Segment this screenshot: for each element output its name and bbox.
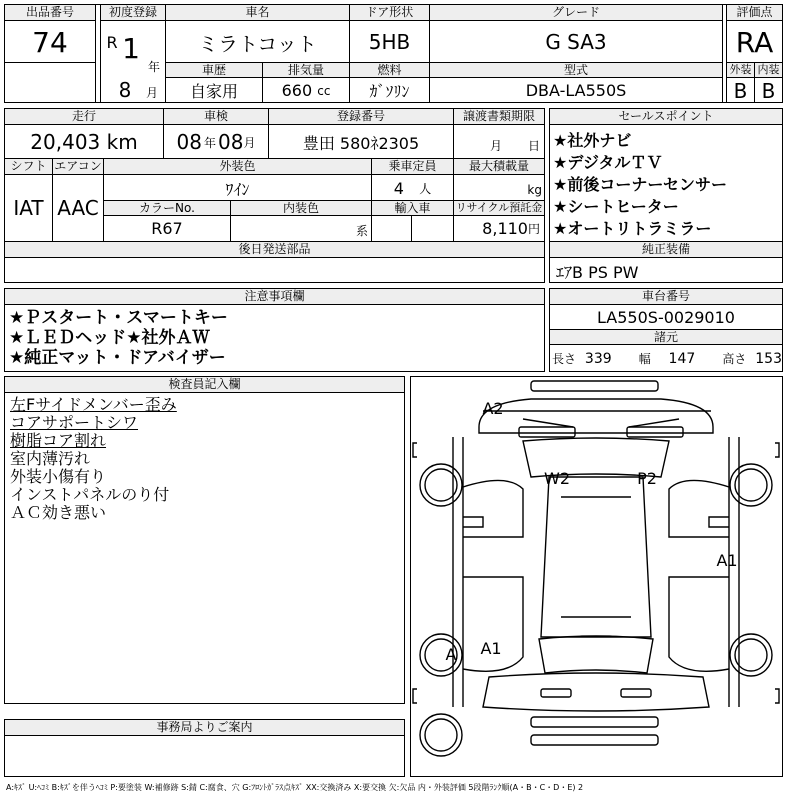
ac: AAC	[57, 196, 99, 220]
mileage-cell	[5, 126, 163, 158]
insp-month: 08	[218, 130, 244, 154]
displacement-cell	[263, 79, 349, 102]
width: 147	[668, 350, 696, 367]
car-name: ミラトコット	[198, 31, 317, 56]
height: 153	[755, 350, 782, 367]
insp-year: 08	[176, 130, 202, 154]
width-label: 幅	[638, 351, 651, 366]
score-label: 評価点	[727, 5, 782, 21]
history-label: 車歴	[166, 63, 262, 78]
mileage: 20,403	[30, 130, 101, 154]
displacement-label: 排気量	[263, 63, 349, 78]
month-unit: 月	[145, 85, 158, 100]
height-label: 高さ	[722, 351, 747, 366]
max-load-label: 最大積載量	[454, 159, 544, 175]
inspector-item: コアサポートシワ	[10, 413, 139, 432]
inspector-item: 樹脂コア割れ	[10, 431, 107, 450]
insp-month-unit: 月	[243, 135, 256, 150]
damage-mark: A2	[482, 398, 504, 418]
transfer-month: 月	[489, 138, 502, 153]
damage-mark: A1	[716, 550, 738, 570]
damage-mark: P2	[637, 468, 657, 488]
insp-year-unit: 年	[203, 135, 216, 150]
yen-unit: 円	[527, 222, 540, 236]
reg-no-label: 登録番号	[269, 109, 453, 125]
score: RA	[735, 25, 774, 59]
km-unit: km	[106, 130, 138, 154]
sales-label: セールスポイント	[550, 109, 782, 125]
inspector-item: ＡＣ効き悪い	[10, 503, 107, 522]
chassis-label: 車台番号	[550, 289, 782, 305]
sales-list	[553, 130, 727, 240]
int-color-unit: 系	[355, 223, 368, 238]
ext-color-label: 外装色	[104, 159, 371, 175]
transfer-day: 日	[527, 138, 540, 153]
ext-label: 外装	[727, 63, 754, 78]
int-color-label: 内装色	[231, 201, 371, 216]
color-no: R67	[151, 219, 183, 238]
inspector-item: 左Fサイドメンバー歪み	[10, 395, 177, 414]
capacity-unit: 人	[419, 181, 432, 196]
inspector-item: 外装小傷有り	[10, 467, 107, 486]
mileage-label: 走行	[5, 109, 163, 125]
first-reg-label: 初度登録	[101, 5, 165, 21]
recycle: 8,110	[482, 219, 528, 238]
sales-item: ★社外ナビ	[553, 131, 632, 150]
car-outline	[411, 377, 782, 776]
fuel-label: 燃料	[350, 63, 429, 78]
era: R	[106, 32, 118, 52]
inspector-list	[10, 396, 177, 522]
legend: A:ｷｽﾞ U:ﾍｺﾐ B:ｷｽﾞを伴うﾍｺﾐ P:要塗装 W:補修跡 S:錆 C:腐食、穴 G:ﾌﾛﾝﾄｶﾞﾗｽ点ｷｽﾞ XX:交換済み X:要交換 欠:欠品 内・外装評価 5段階ﾗﾝｸ順(A・B・C・D・E) 2	[6, 783, 584, 792]
max-load-unit: kg	[527, 183, 542, 197]
int-label: 内装	[755, 63, 782, 78]
capacity-label: 乗車定員	[372, 159, 453, 175]
inspector-item: インストパネルのり付	[10, 485, 170, 504]
sales-item: ★デジタルＴＶ	[553, 153, 663, 172]
grade-label: グレード	[430, 5, 722, 21]
lot-no-label: 出品番号	[5, 5, 95, 21]
damage-mark: A	[445, 644, 457, 664]
month: 8	[118, 78, 132, 102]
note-item: ★Ｐスタート・スマートキー	[9, 308, 228, 328]
lot-no: 74	[32, 25, 68, 59]
sales-item: ★オートリトラミラー	[553, 219, 712, 238]
inspector-item: 室内薄汚れ	[10, 449, 91, 468]
equipment-label: 純正装備	[550, 242, 782, 258]
length: 339	[584, 350, 612, 367]
history: 自家用	[189, 82, 238, 101]
model: DBA-LA550S	[525, 81, 627, 100]
ac-label: エアコン	[54, 159, 102, 173]
capacity-cell	[372, 176, 453, 200]
damage-mark: A1	[480, 638, 502, 658]
note-item: ★純正マット・ドアバイザー	[9, 348, 226, 368]
cc-unit: cc	[317, 83, 331, 98]
equipment: ｴｱB PS PW	[556, 262, 639, 282]
inspector-label: 検査員記入欄	[5, 377, 404, 393]
note-item: ★ＬＥＤヘッド★社外ＡＷ	[9, 328, 210, 348]
int-grade: B	[761, 78, 776, 103]
inspection-label: 車検	[164, 109, 268, 125]
chassis-no: LA550S-0029010	[597, 307, 735, 327]
door: 5HB	[368, 30, 411, 54]
damage-mark: W2	[544, 468, 570, 488]
model-label: 型式	[430, 63, 722, 78]
dims-row	[552, 347, 782, 369]
year-unit: 年	[147, 59, 160, 74]
car-name-label: 車名	[166, 5, 349, 21]
reg-no: 豊田 580ﾈ2305	[302, 133, 420, 153]
sales-item: ★シートヒーター	[553, 197, 679, 216]
recycle-cell	[454, 217, 544, 240]
notes-label: 注意事項欄	[5, 289, 544, 305]
recycle-label: リサイクル預託金	[455, 201, 543, 214]
grade: G SA3	[545, 30, 607, 54]
capacity: 4	[393, 178, 404, 198]
damage-diagram	[410, 376, 783, 777]
shift: IAT	[13, 196, 44, 220]
door-label: ドア形状	[350, 5, 429, 21]
later-parts-label: 後日発送部品	[5, 242, 544, 258]
transfer-label: 譲渡書類期限	[454, 109, 544, 125]
ext-color: ﾜｲﾝ	[225, 179, 250, 199]
color-no-label: カラーNo.	[104, 201, 230, 216]
displacement: 660	[281, 81, 313, 100]
inspection-cell	[164, 126, 268, 158]
sales-item: ★前後コーナーセンサー	[553, 175, 728, 194]
fuel: ｶﾞｿﾘﾝ	[369, 82, 410, 101]
shift-label: シフト	[5, 159, 52, 175]
length-label: 長さ	[552, 351, 577, 366]
import-label: 輸入車	[372, 201, 453, 216]
ext-grade: B	[733, 78, 748, 103]
dims-label: 諸元	[550, 330, 782, 345]
office-label: 事務局よりご案内	[5, 720, 404, 736]
notes-list	[9, 308, 228, 368]
era-year: 1	[122, 31, 140, 65]
